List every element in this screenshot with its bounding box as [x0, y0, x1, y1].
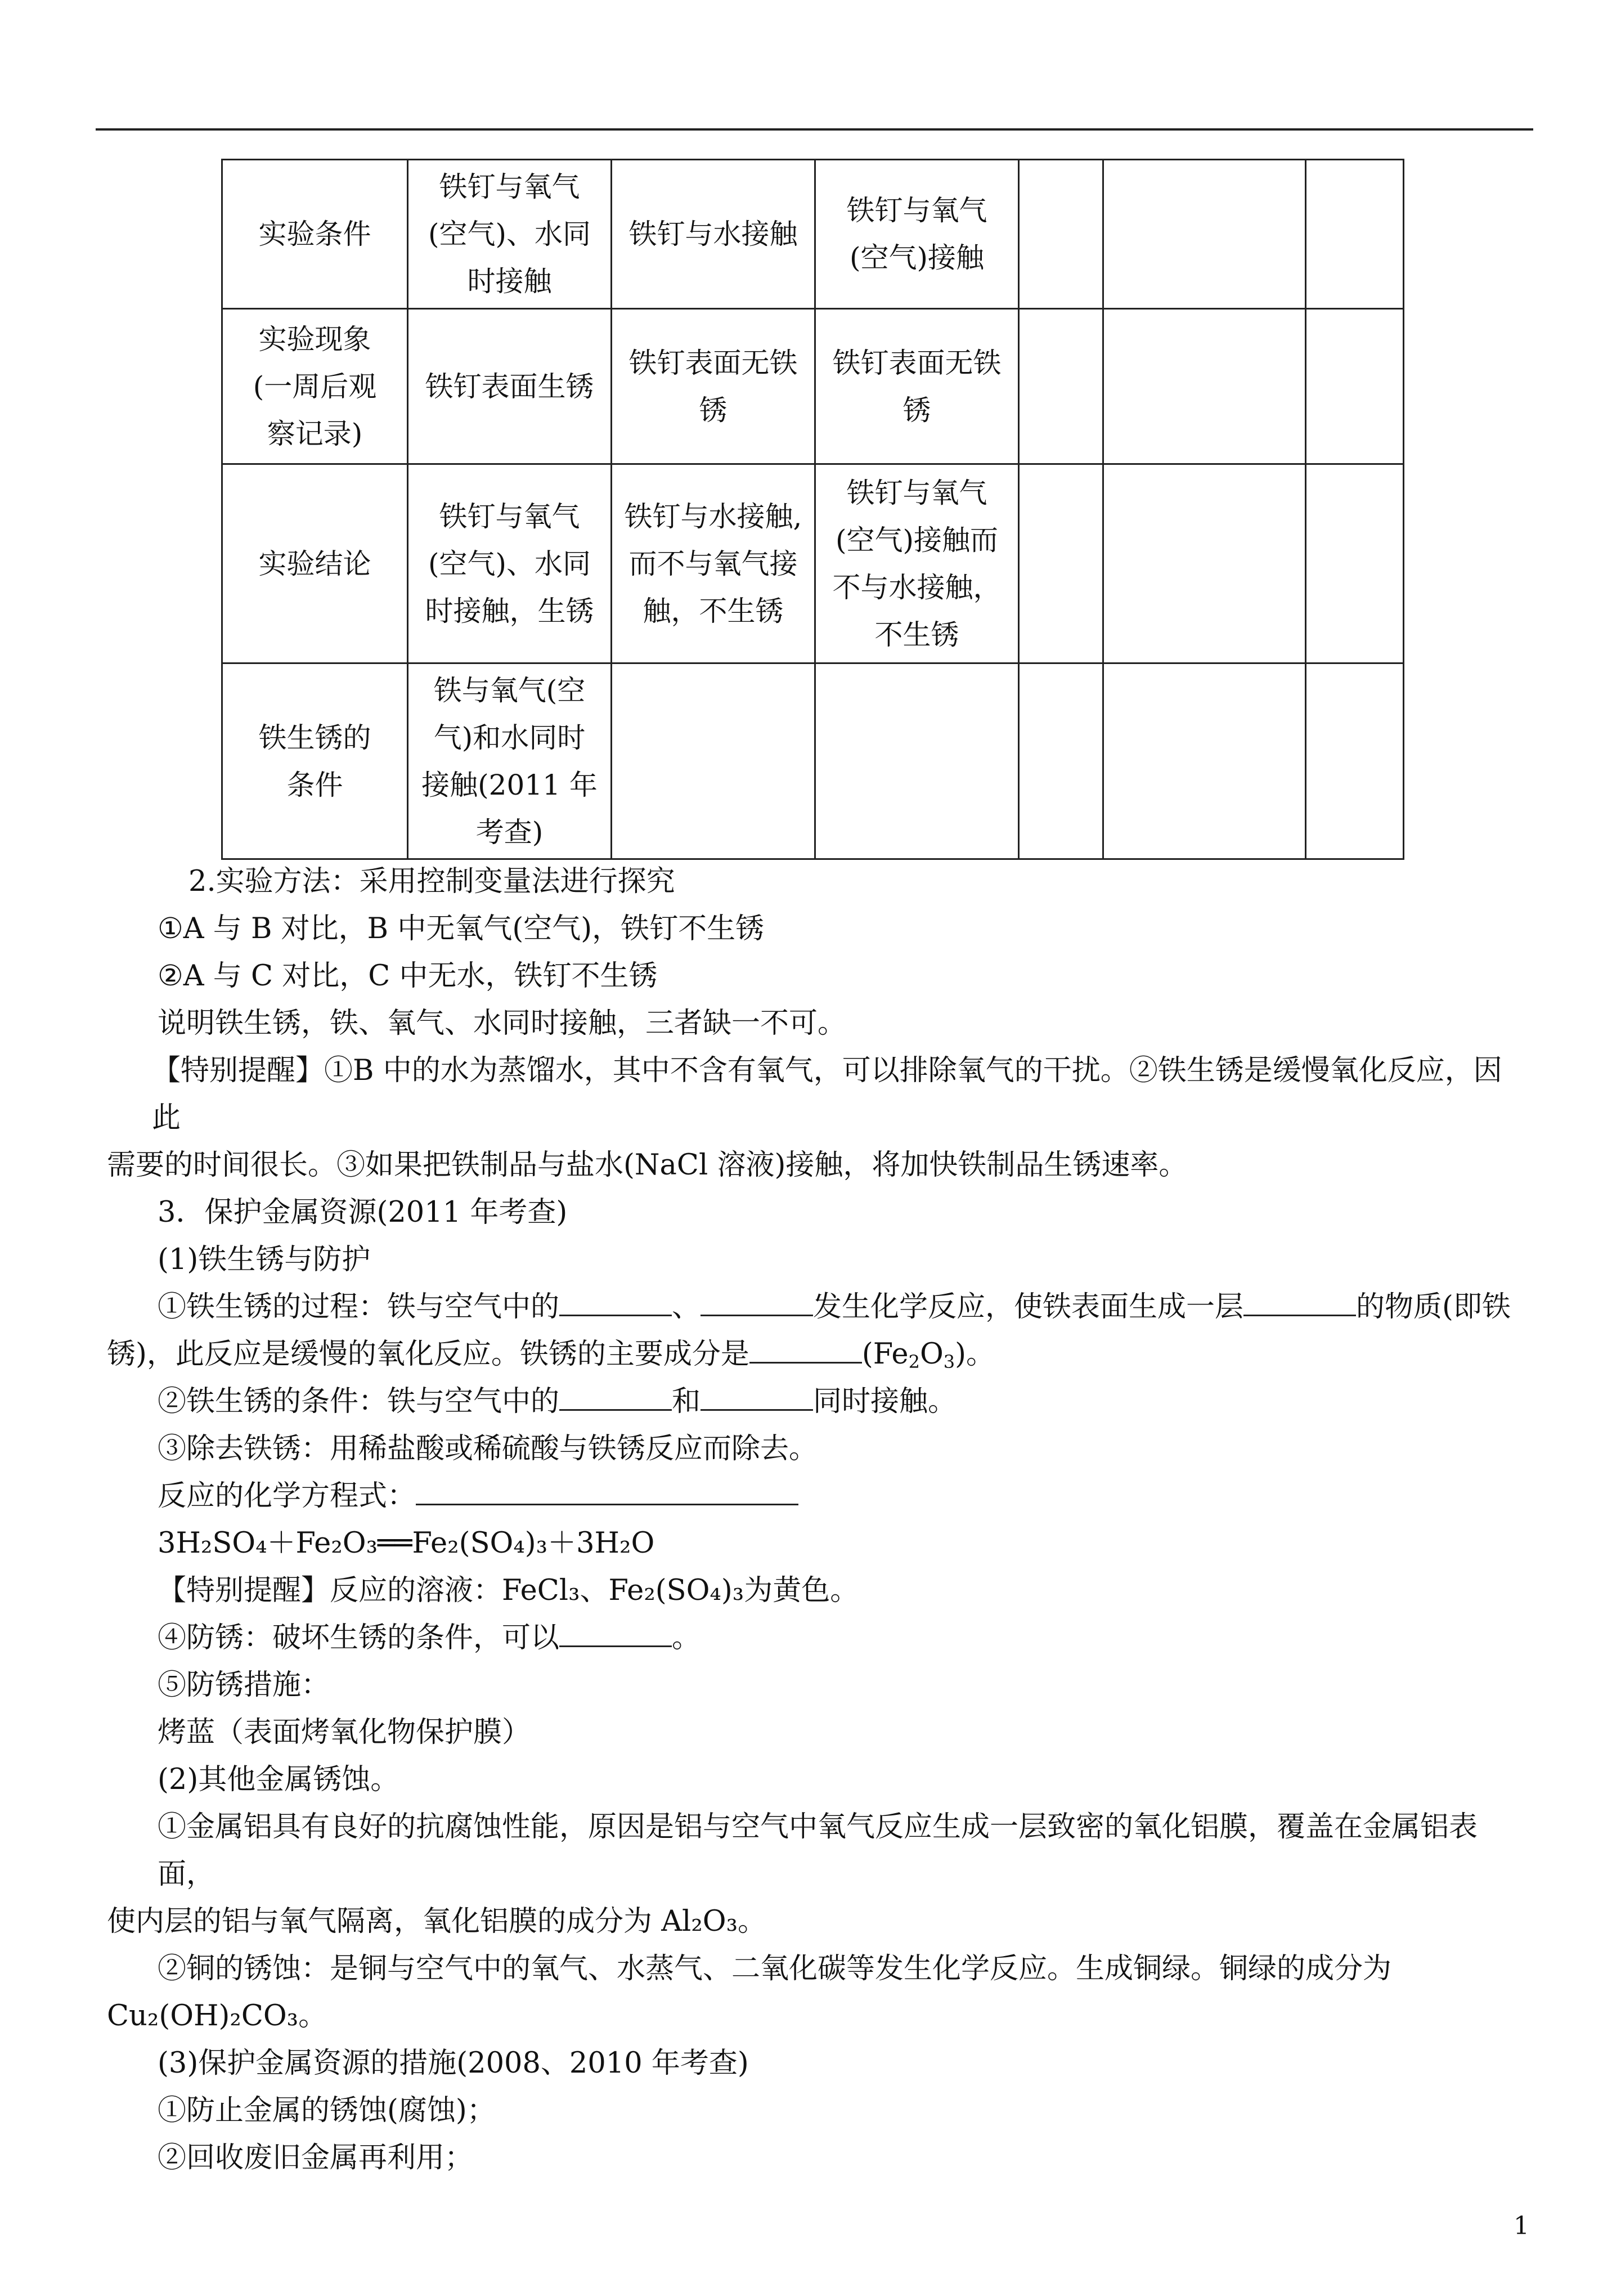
cell-text-line: 气)和水同时 — [433, 721, 586, 754]
blank-1[interactable] — [559, 1292, 672, 1316]
copper-line: ②铜的锈蚀：是铜与空气中的氧气、水蒸气、二氧化碳等发生化学反应。生成铜绿。铜绿的成分为 — [158, 1952, 1392, 1985]
empty-cell — [1019, 309, 1103, 464]
blank-7[interactable] — [559, 1623, 672, 1647]
cell-text-line: (空气)、水同 — [428, 547, 591, 580]
empty-cell — [1103, 464, 1306, 663]
aluminum-line: ①金属铝具有良好的抗腐蚀性能，原因是铝与空气中氧气反应生成一层致密的氧化铝膜，覆盖在金属铝表面， — [158, 1810, 1478, 1891]
blank-6[interactable] — [701, 1387, 813, 1411]
cell-text-line: 实验条件 — [258, 218, 371, 250]
blank-4[interactable] — [749, 1339, 862, 1364]
empty-cell — [1019, 160, 1103, 309]
table-cell — [408, 309, 612, 464]
special-note-1: 【特别提醒】①B 中的水为蒸馏水，其中不含有氧气，可以排除氧气的干扰。②铁生锈是缓慢氧化反应，因此 — [152, 1054, 1502, 1134]
table-cell — [815, 663, 1019, 859]
header-rule — [96, 128, 1533, 131]
cell-text-line: 不生锈 — [874, 618, 959, 651]
empty-cell — [1103, 309, 1306, 464]
aluminum-line-cont: 使内层的铝与氧气隔离，氧化铝膜的成分为 Al₂O₃。 — [107, 1905, 767, 1938]
rust-removal-line: ③除去铁锈：用稀盐酸或稀硫酸与铁锈反应而除去。 — [158, 1432, 818, 1465]
table-row — [222, 309, 1404, 464]
table-row — [222, 464, 1404, 663]
table-cell — [815, 160, 1019, 309]
cell-text-line: 铁钉与水接触 — [628, 218, 798, 250]
cell-text-line: 铁钉与水接触, — [624, 500, 802, 533]
row-header-cell — [222, 309, 408, 464]
equation-label-line: 反应的化学方程式： — [158, 1473, 1530, 1520]
special-note-1-cont: 需要的时间很长。③如果把铁制品与盐水(NaCl 溶液)接触，将加快铁制品生锈速率。 — [107, 1149, 1188, 1182]
cell-text-line: 锈 — [699, 393, 728, 427]
table-cell — [408, 663, 612, 859]
cell-text-line: (一周后观 — [253, 370, 377, 403]
cell-text-line: 触，不生锈 — [643, 594, 784, 627]
table-cell — [408, 464, 612, 663]
experiment-table — [221, 159, 1404, 860]
cell-text-line: 实验结论 — [258, 547, 371, 580]
cell-text-line: 接触(2011 年 — [421, 768, 598, 801]
table-cell — [612, 663, 815, 859]
table-row — [222, 160, 1404, 309]
cell-text-line: 铁钉表面无铁 — [832, 346, 1002, 379]
section-3-heading: 3．保护金属资源(2011 年考查) — [158, 1196, 568, 1229]
empty-cell — [1103, 160, 1306, 309]
table-cell — [612, 160, 815, 309]
subsection-2: (2)其他金属锈蚀。 — [158, 1763, 399, 1796]
cell-text-line: (空气)接触而 — [835, 523, 998, 557]
row-header-cell — [222, 160, 408, 309]
cell-text-line: 锈 — [902, 393, 931, 427]
subsection-1: (1)铁生锈与防护 — [158, 1243, 371, 1276]
table-cell — [612, 309, 815, 464]
cell-text-line: (空气)、水同 — [428, 218, 591, 250]
page-number: 1 — [1514, 2212, 1529, 2240]
method-heading: 2.实验方法：采用控制变量法进行探究 — [188, 865, 675, 898]
blank-2[interactable] — [701, 1292, 813, 1316]
measure-1: ①防止金属的锈蚀(腐蚀)； — [158, 2094, 496, 2127]
cell-text-line: 铁与氧气(空 — [433, 674, 586, 707]
rust-process-line: ①铁生锈的过程：铁与空气中的 、 发生化学反应，使铁表面生成一层 的物质(即铁 — [158, 1290, 1511, 1324]
bluing-line: 烤蓝（表面烤氧化物保护膜） — [158, 1716, 531, 1749]
table-cell — [408, 160, 612, 309]
empty-cell — [1306, 663, 1404, 859]
cell-text-line: 条件 — [286, 768, 343, 801]
cell-text-line: 铁钉与氧气 — [439, 171, 580, 203]
copper-line-cont: Cu₂(OH)₂CO₃。 — [107, 1999, 327, 2033]
cell-text-line: 铁钉与氧气 — [846, 194, 987, 227]
empty-cell — [1306, 309, 1404, 464]
prevention-measures: ⑤防锈措施： — [158, 1669, 330, 1702]
measure-2: ②回收废旧金属再利用； — [158, 2141, 474, 2174]
cell-text-line: 铁钉表面生锈 — [425, 370, 594, 403]
cell-text-line: 而不与氧气接 — [628, 547, 798, 580]
cell-text-line: 铁钉表面无铁 — [628, 346, 798, 379]
subsection-3: (3)保护金属资源的措施(2008、2010 年考查) — [158, 2047, 749, 2080]
rust-process-line-cont: 锈)，此反应是缓慢的氧化反应。铁锈的主要成分是 $(Fe_2O_3)$。 — [107, 1338, 995, 1373]
empty-cell — [1019, 464, 1103, 663]
blank-equation[interactable] — [416, 1481, 798, 1505]
table-cell — [815, 464, 1019, 663]
empty-cell — [1306, 464, 1404, 663]
comparison-ab: ①A 与 B 对比，B 中无氧气(空气)，铁钉不生锈 — [158, 912, 765, 945]
equation-line: 3H₂SO₄＋Fe₂O₃══Fe₂(SO₄)₃＋3H₂O — [158, 1527, 655, 1560]
cell-text-line: 时接触 — [467, 265, 552, 298]
cell-text-line: (空气)接触 — [849, 241, 984, 274]
cell-text-line: 铁钉与氧气 — [439, 500, 580, 533]
special-note-2: 【特别提醒】反应的溶液：FeCl₃、Fe₂(SO₄)₃为黄色。 — [158, 1574, 859, 1607]
cell-text-line: 铁钉与氧气 — [846, 476, 987, 509]
empty-cell — [1019, 663, 1103, 859]
blank-5[interactable] — [559, 1387, 672, 1411]
cell-text-line: 考查) — [475, 815, 544, 849]
empty-cell — [1103, 663, 1306, 859]
cell-text-line: 铁生锈的 — [258, 721, 371, 754]
cell-text-line: 察记录) — [267, 417, 363, 450]
comparison-ac: ②A 与 C 对比，C 中无水，铁钉不生锈 — [158, 959, 658, 993]
cell-text-line: 时接触，生锈 — [425, 594, 594, 627]
body-text — [107, 858, 1530, 2182]
conclusion-line: 说明铁生锈，铁、氧气、水同时接触，三者缺一不可。 — [158, 1007, 847, 1040]
blank-3[interactable] — [1243, 1292, 1356, 1316]
table-row — [222, 663, 1404, 859]
cell-text-line: 不与水接触， — [832, 571, 1002, 604]
rust-condition-line: ②铁生锈的条件：铁与空气中的 和 同时接触。 — [158, 1385, 957, 1418]
row-header-cell — [222, 663, 408, 859]
table-cell — [612, 464, 815, 663]
row-header-cell — [222, 464, 408, 663]
table-cell — [815, 309, 1019, 464]
cell-text-line: 实验现象 — [258, 322, 371, 356]
rust-prevention-line: ④防锈：破坏生锈的条件，可以 。 — [158, 1621, 701, 1654]
empty-cell — [1306, 160, 1404, 309]
